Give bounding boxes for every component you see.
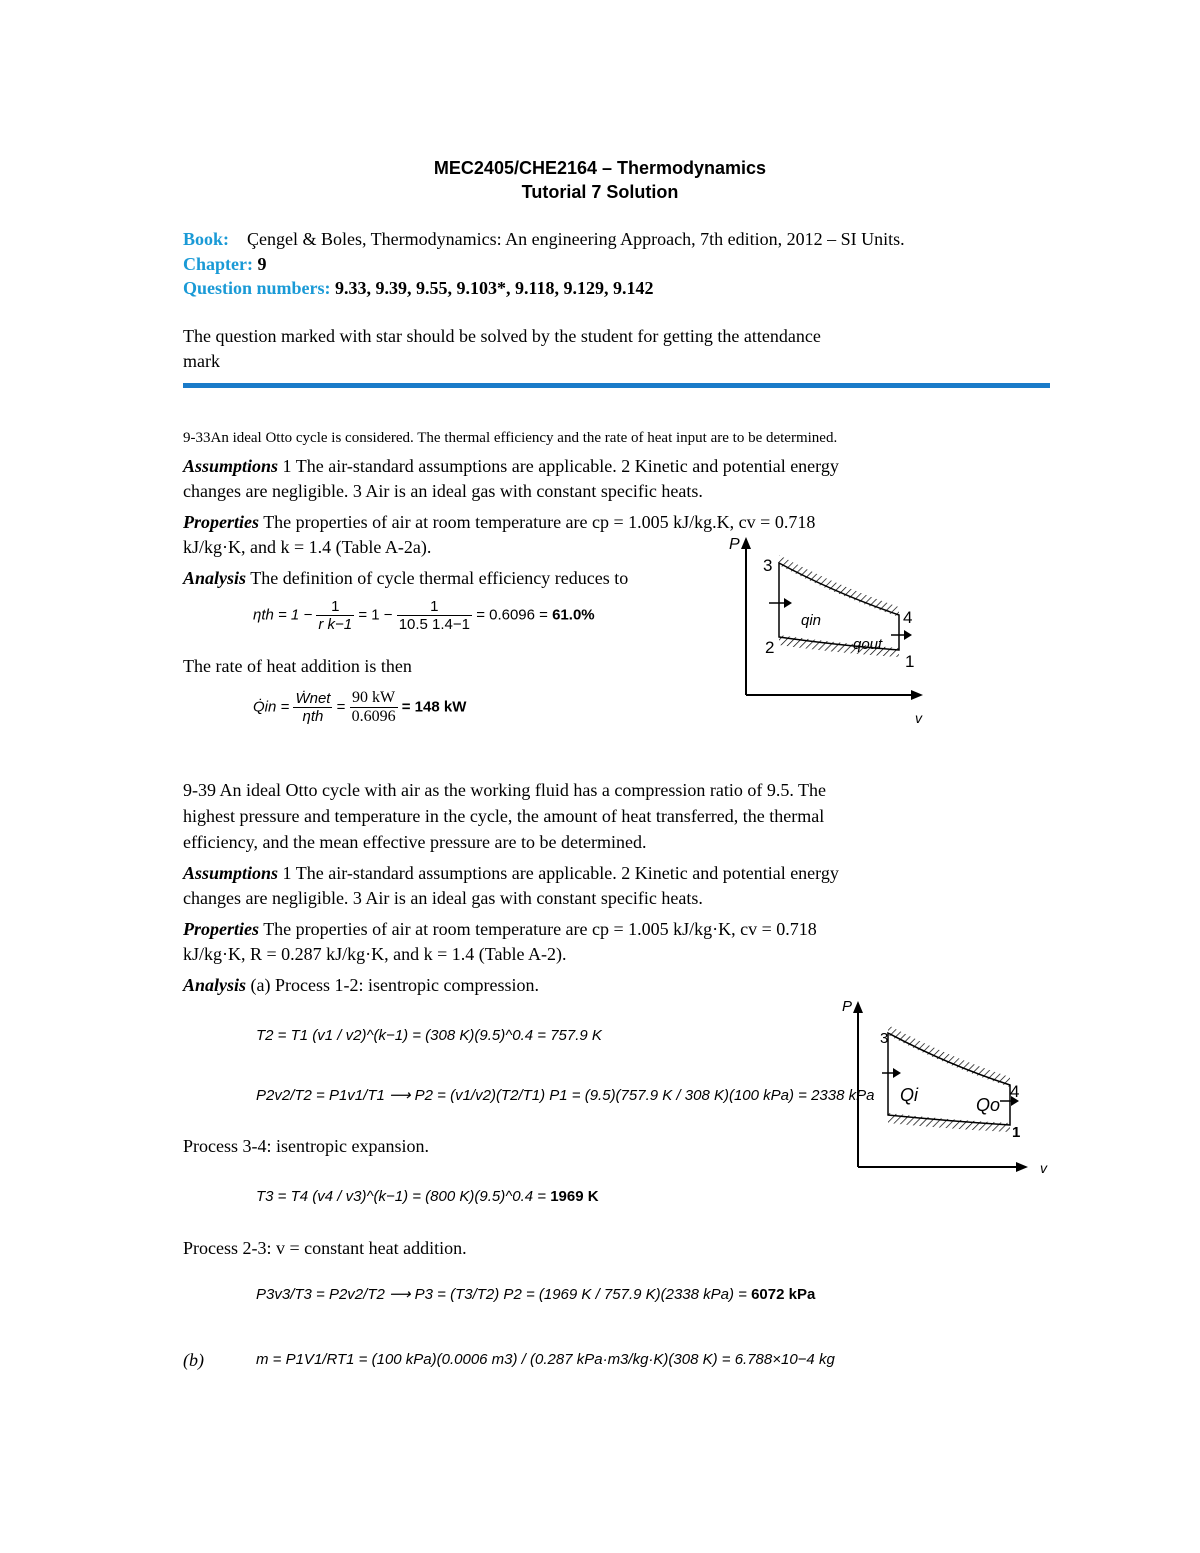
- p933-properties-text: The properties of air at room temperature are cp = 1.005 kJ/kg.K, cv = 0.718: [263, 512, 816, 532]
- eq-t3-expr: T3 = T4 (v4 / v3)^(k−1) = (800 K)(9.5)^0.4 =: [256, 1188, 547, 1205]
- eq-p2: P2v2/T2 = P1v1/T1 ⟶ P2 = (v1/v2)(T2/T1) P1 = (9.5)(757.9 K / 308 K)(100 kPa) = 2338 kPa: [256, 1087, 875, 1104]
- chapter-label: Chapter:: [183, 254, 253, 274]
- pv-diagram-1: [729, 535, 965, 726]
- questions-value: 9.33, 9.39, 9.55, 9.103*, 9.118, 9.129, 9.142: [335, 278, 654, 298]
- eq-q-frac1: [293, 690, 332, 725]
- v-axis-arrow-icon: [911, 690, 923, 700]
- q-in-label: qin: [801, 612, 822, 629]
- pt2-label: 2: [765, 638, 775, 657]
- q-out-label: Qo: [976, 1095, 1001, 1115]
- eq-eff-val: = 0.6096 =: [476, 606, 548, 624]
- p939-assumptions-text: 1 The air-standard assumptions are applicable. 2 Kinetic and potential energy: [282, 863, 839, 883]
- book-line: [183, 229, 905, 250]
- pt1-label: 1: [1012, 1124, 1021, 1141]
- v-axis-arrow-icon: [1016, 1162, 1028, 1172]
- pt3-label: 3: [880, 1030, 889, 1047]
- p939-analysis: [183, 975, 539, 996]
- eq-mass: m = P1V1/RT1 = (100 kPa)(0.0006 m3) / (0.287 kPa·m3/kg·K)(308 K) = 6.788×10−4 kg: [256, 1351, 835, 1368]
- eq-efficiency: [253, 598, 595, 633]
- chapter-line: [183, 254, 267, 275]
- book-label: Book:: [183, 229, 230, 249]
- eq-p3: [256, 1285, 815, 1303]
- p939-properties-label: Properties: [183, 919, 259, 939]
- q-in-arrowhead-icon: [784, 598, 792, 608]
- pv-diagram-2: [838, 995, 1053, 1185]
- q-out-arrowhead-icon: [904, 630, 912, 640]
- p939-intro-l3: efficiency, and the mean effective pressure are to be determined.: [183, 832, 647, 852]
- p939-analysis-label: Analysis: [183, 975, 247, 995]
- p939-properties-l2: kJ/kg·K, R = 0.287 kJ/kg·K, and k = 1.4 (Table A-2).: [183, 944, 567, 964]
- eq-heat-rate: Q̇in = $\frac{\text{Ẇnet}}{\text{ηth}}$ = $\frac{90 kW}{0.6096}$ = 148 kW: [253, 689, 467, 725]
- pt3-label: 3: [763, 556, 773, 575]
- p933-properties-l2: kJ/kg·K, and k = 1.4 (Table A-2a).: [183, 537, 432, 557]
- p933-analysis: [183, 568, 628, 589]
- axis-p-label: P: [729, 536, 740, 553]
- eq-t3: [256, 1188, 599, 1205]
- eq-q-frac1-num: Ẇnet: [295, 690, 331, 707]
- note-line-1: The question marked with star should be solved by the student for getting the attendance: [183, 326, 821, 346]
- axis-p-label: P: [842, 998, 853, 1015]
- section-divider: [183, 383, 1050, 388]
- pt4-label: 4: [1010, 1082, 1020, 1101]
- p939-intro-l2: highest pressure and temperature in the cycle, the amount of heat transferred, the thermal: [183, 806, 825, 826]
- questions-label: Question numbers:: [183, 278, 331, 298]
- p933-properties-l1: [183, 512, 815, 533]
- p939-properties-text: The properties of air at room temperature are cp = 1.005 kJ/kg·K, cv = 0.718: [263, 919, 817, 939]
- eq-eff-frac1-den: r k−1: [318, 616, 353, 633]
- p933-intro: 9-33An ideal Otto cycle is considered. The thermal efficiency and the rate of heat input are to be determined.: [183, 430, 838, 446]
- q-out-label: qout: [853, 636, 883, 653]
- eq-q-lhs: Q̇in =: [253, 698, 290, 716]
- hatch-expansion: [779, 555, 899, 617]
- p939-process34: Process 3-4: isentropic expansion.: [183, 1136, 429, 1156]
- eq-q-frac2-den: 0.6096: [351, 708, 396, 725]
- eq-eff-frac1-num: 1: [316, 598, 354, 616]
- note-line-2: mark: [183, 351, 220, 371]
- eq-q-result: = 148 kW: [401, 698, 467, 716]
- p933-rate-text: The rate of heat addition is then: [183, 656, 412, 676]
- hatch-compression: [888, 1113, 1010, 1132]
- part-b-label: (b): [183, 1350, 204, 1370]
- p933-assumptions-label: Assumptions: [183, 456, 279, 476]
- eq-p3-result: 6072 kPa: [751, 1286, 816, 1303]
- eq-q-frac2-num: 90 kW: [350, 689, 398, 708]
- p939-intro-l1: 9-39 An ideal Otto cycle with air as the working fluid has a compression ratio of 9.5. The: [183, 780, 827, 800]
- questions-line: [183, 278, 654, 299]
- p-axis-arrow-icon: [741, 537, 751, 549]
- axis-v-label: v: [1040, 1160, 1047, 1176]
- p939-assumptions-l1: [183, 863, 839, 884]
- p933-assumptions-text: 1 The air-standard assumptions are applicable. 2 Kinetic and potential energy: [282, 456, 839, 476]
- q-in-arrowhead-icon: [893, 1068, 901, 1078]
- eq-eff-lhs: ηth = 1 −: [253, 606, 313, 624]
- p933-assumptions-l2: changes are negligible. 3 Air is an ideal gas with constant specific heats.: [183, 481, 703, 501]
- eq-q-frac2: [350, 689, 398, 726]
- p939-assumptions-label: Assumptions: [183, 863, 279, 883]
- eq-eff-mid: = 1 −: [358, 606, 393, 624]
- p933-analysis-text: The definition of cycle thermal efficiency reduces to: [250, 568, 629, 588]
- eq-t3-result: 1969 K: [550, 1188, 599, 1205]
- p933-assumptions-l1: [183, 456, 839, 477]
- p-axis-arrow-icon: [853, 1001, 863, 1013]
- eq-eff-frac2: [397, 598, 472, 633]
- page-subtitle: Tutorial 7 Solution: [521, 182, 679, 202]
- course-title: MEC2405/CHE2164 – Thermodynamics: [433, 158, 767, 178]
- p933-analysis-label: Analysis: [183, 568, 247, 588]
- book-text: Çengel & Boles, Thermodynamics: An engineering Approach, 7th edition, 2012 – SI Units.: [247, 229, 905, 249]
- hatch-expansion: [888, 1025, 1010, 1087]
- p939-properties-l1: [183, 919, 817, 940]
- axis-v-label: v: [915, 710, 922, 726]
- chapter-value: 9: [257, 254, 267, 274]
- pt1-label: 1: [905, 652, 915, 671]
- eq-eff-result: 61.0%: [552, 606, 595, 624]
- p933-properties-label: Properties: [183, 512, 259, 532]
- p939-assumptions-l2: changes are negligible. 3 Air is an ideal gas with constant specific heats.: [183, 888, 703, 908]
- q-in-label: Qi: [900, 1085, 918, 1105]
- eq-p3-expr: P3v3/T3 = P2v2/T2 ⟶ P3 = (T3/T2) P2 = (1969 K / 757.9 K)(2338 kPa) =: [256, 1286, 747, 1303]
- eq-eff-frac2-num: 1: [397, 598, 472, 616]
- eq-t2: T2 = T1 (v1 / v2)^(k−1) = (308 K)(9.5)^0.4 = 757.9 K: [256, 1027, 602, 1044]
- p939-analysis-text: (a) Process 1-2: isentropic compression.: [250, 975, 539, 995]
- eq-q-frac1-den: ηth: [302, 708, 324, 725]
- eq-eff-frac1: [316, 598, 354, 633]
- pt4-label: 4: [903, 608, 913, 627]
- eq-eff-frac2-den: 10.5 1.4−1: [398, 616, 471, 633]
- p939-process23: Process 2-3: v = constant heat addition.: [183, 1238, 467, 1258]
